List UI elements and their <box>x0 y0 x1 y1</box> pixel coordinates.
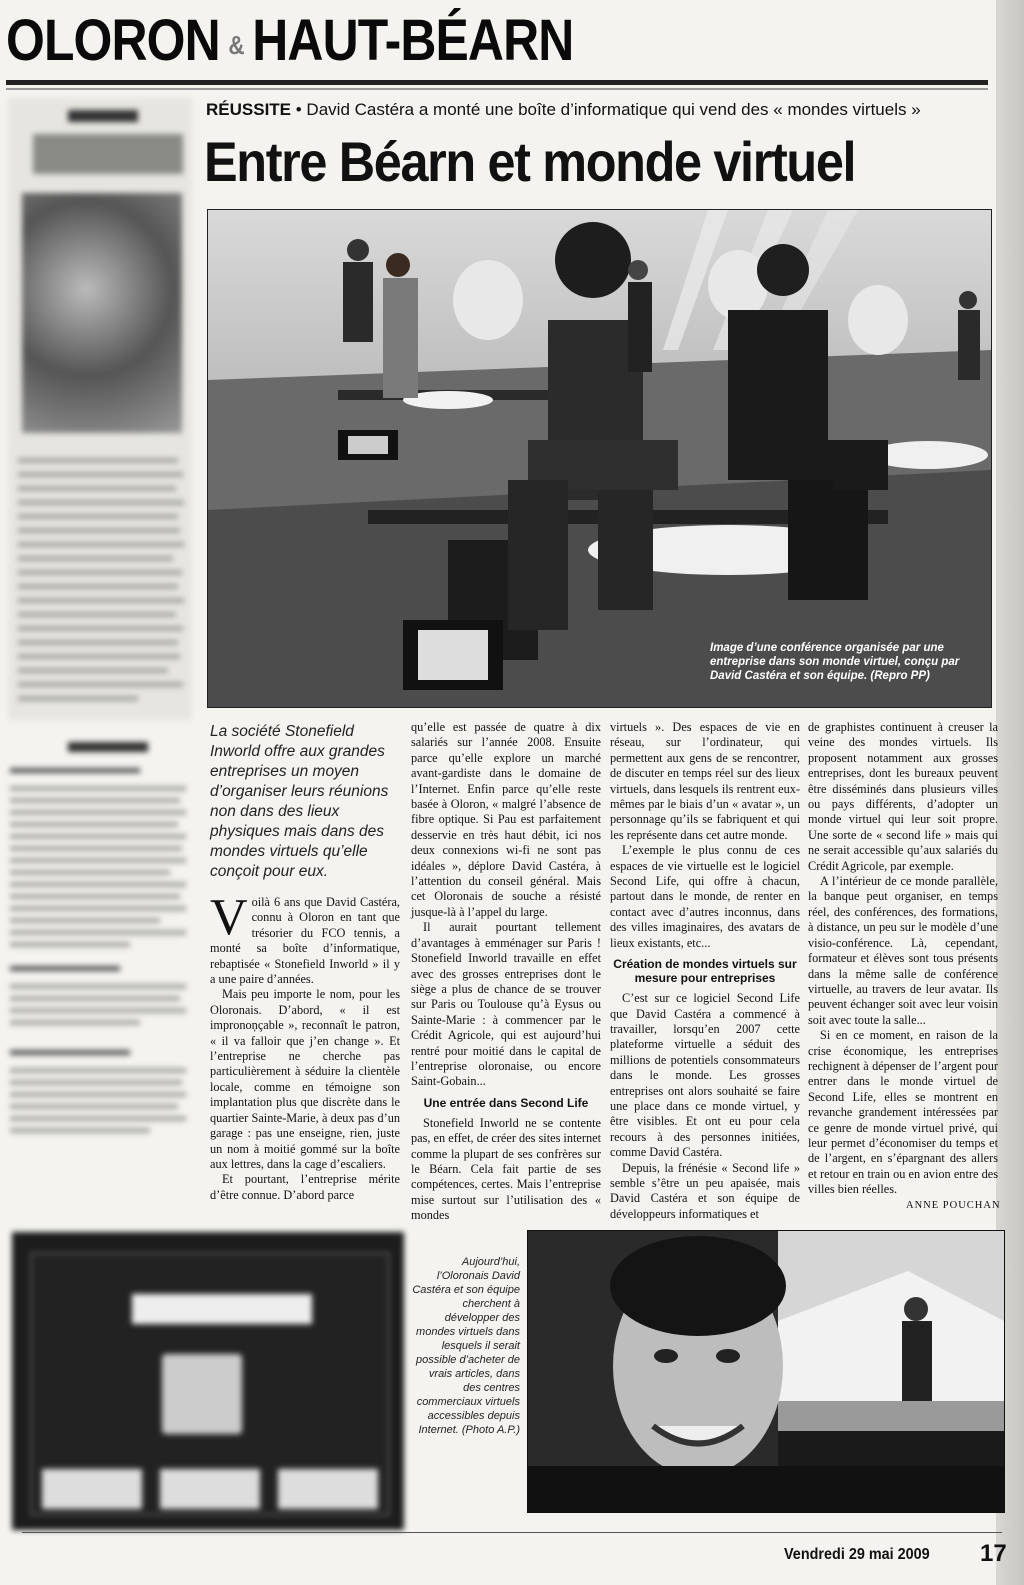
drop-cap: V <box>210 889 248 946</box>
paragraph: Voilà 6 ans que David Castéra, connu à Oloron en tant que trésorier du FCO tennis, a monté sa boîte d’informatique, rebaptisée « Stonefield Inworld » il y a une paire d’années. <box>210 889 400 987</box>
paragraph: virtuels ». Des espaces de vie en réseau, sur l’ordinateur, qui permettent aux gens de se rencontrer, de discuter en temps réel sur des lieux virtuels, dans lesquels ils rentrent eux-mêmes par le biais d’un « avatar », un personnage qu’ils se fabriquent et qui les représente dans cet autre monde. <box>610 720 800 842</box>
article-column-4 <box>808 720 998 1198</box>
portrait-photo-caption: Aujourd’hui, l’Oloronais David Castéra et son équipe cherchent à développer des mondes virtuels dans lesquels il serait possible d’acheter de vrais articles, dans des centres commerciaux virtuels accessibles depuis Internet. (Photo A.P.) <box>412 1256 520 1436</box>
masthead-left: OLORON <box>6 8 220 73</box>
article-headline: Entre Béarn et monde virtuel <box>204 130 856 193</box>
kicker-text: • David Castéra a monté une boîte d’informatique qui vend des « mondes virtuels » <box>291 100 921 119</box>
paragraph: qu’elle est passée de quatre à dix salariés sur l’année 2008. Ensuite parce qu’elle explore un marché avant-gardiste dans le domaine de l’Internet. Enfin parce qu’elle reste basée à Oloron, « malgré l’absence de fibre optique. Si Pau est parfaitement desservie en très haut débit, ici nos deux connexions wi-fi ne sont pas idéales », déplore David Castéra, à l’attention du conseil général. Mais cet Oloronais de souche a résisté jusque-là à l’appel du large. <box>411 720 601 919</box>
paragraph: A l’intérieur de ce monde parallèle, la banque peut organiser, en temps réel, des conférences, des formations, à distance, un peu sur le modèle d’une visio-conférence. Là, cependant, formateur et élèves sont tous présents dans la même salle de conférence virtuelle, au travers de leur avatar. Ils peuvent échanger soit avec leur voisin soit avec toute la salle... <box>808 874 998 1027</box>
paragraph: Stonefield Inworld ne se contente pas, en effet, de créer des sites internet comme la plupart de ses confrères sur le Béarn. Cela fait partie de ses compétences, certes. Mais l’entreprise mise surtout sur l’utilisation des « mondes <box>411 1115 601 1223</box>
article-column-3 <box>610 720 800 1222</box>
paragraph: Mais peu importe le nom, pour les Oloronais. D’abord, « il est impronoņçable », reconnaît le patron, « il va falloir que j’en change ». Et l’entreprise ne cherche pas particulièrement à séduire la clientèle locale, comme en témoigne son implantation plus que discrète dans le quartier Sainte-Marie, à deux pas d’un garage : pas une enseigne, rien, juste un nom à moitié gommé sur la boîte aux lettres, dans la cage d’escaliers. <box>210 987 400 1171</box>
paragraph: Si en ce moment, en raison de la crise économique, les entreprises rechignent à dépenser de l’argent pour entrer dans le monde virtuel de Second Life, elles se montrent en revanche grandement intéressées par ce genre de monde virtuel privé, qui leur permet d’économiser du temps et de l’argent, en s’épargnant des allers et retour en train ou en avion entre des villes bien réelles. <box>808 1028 998 1197</box>
masthead-right: HAUT-BÉARN <box>252 8 574 73</box>
article-kicker <box>206 100 921 120</box>
article-column-1 <box>210 889 400 1203</box>
page-number: 17 <box>980 1540 1007 1567</box>
author-signature: ANNE POUCHAN <box>906 1200 1001 1211</box>
subheading: Une entrée dans Second Life <box>423 1095 589 1110</box>
sidebar-blurred-article <box>8 98 192 720</box>
paragraph: L’exemple le plus connu de ces espaces de vie virtuelle est le logiciel Second Life, qui offre à chacun, partout dans le monde, de renter en contact avec d’autres inconnus, dans des villes imaginaires, des avatars de lieux existants, etc... <box>610 843 800 950</box>
section-masthead <box>6 6 573 76</box>
masthead-rule <box>6 80 988 85</box>
virtual-conference-illustration <box>208 210 991 707</box>
main-photo-caption: Image d’une conférence organisée par une entreprise dans son monde virtuel, conçu par David Castéra et son équipe. (Repro PP) <box>710 642 960 682</box>
sidebar-blurred-agenda <box>8 738 192 1218</box>
paragraph: Et pourtant, l’entreprise mérite d’être connue. D’abord parce <box>210 1172 400 1202</box>
article-intro: La société Stonefield Inworld offre aux grandes entreprises un moyen d’organiser leurs réunions non dans des lieux physiques mais dans des mondes virtuels qu’elle conçoit pour eux. <box>210 723 389 880</box>
footer-rule <box>22 1532 1002 1533</box>
virtual-conference-photo <box>207 209 992 708</box>
kicker-label: RÉUSSITE <box>206 100 292 119</box>
paragraph: de graphistes continuent à creuser la veine des mondes virtuels. Ils proposent notamment aux grosses entreprises, dont les bureaux peuvent être disséminés dans plusieurs villes ou pays différents, d’adopter un monde virtuel qui leur soit propre. Une sorte de « second life » mais qui ne serait accessible qu’aux salariés du Crédit Agricole, par exemple. <box>808 720 998 873</box>
paragraph: Depuis, la frénésie « Second life » semble s’être un peu apaisée, mais David Castéra et son équipe de développeurs informatiques et <box>610 1160 800 1221</box>
article-column-2 <box>411 720 601 1224</box>
masthead-amp: & <box>228 29 244 60</box>
portrait-photo <box>527 1230 1005 1513</box>
subheading: Création de mondes virtuels sur mesure pour entreprises <box>613 957 797 986</box>
portrait-illustration <box>528 1231 1004 1512</box>
paragraph: C’est sur ce logiciel Second Life que David Castéra a commencé à travailler, lorsqu’en 2007 cette plateforme virtuelle a séduit des millions de potentiels consommateurs dans le monde. Les grosses entreprises ont alors souhaité se faire une place dans ce monde virtuel, y être visibles. Et ont eu pour cela recours à des personnes initiées, comme David Castéra. <box>610 991 800 1160</box>
footer-date: Vendredi 29 mai 2009 <box>784 1546 930 1563</box>
advertisement-blurred <box>12 1232 404 1530</box>
masthead-rule-thin <box>6 88 988 90</box>
paragraph: Il aurait pourtant tellement d’avantages à emménager sur Paris ! Stonefield Inworld travaille en effet avec des grosses entreprises dont le siège a plus de chance de se trouver sur Paris ou Toulouse qu’à Eysus ou Sainte-Marie : à commencer par le Crédit Agricole, qui est aujourd’hui rentré pour moitié dans le capital de l’entreprise oloronaise, ou encore Saint-Gobain... <box>411 920 601 1089</box>
